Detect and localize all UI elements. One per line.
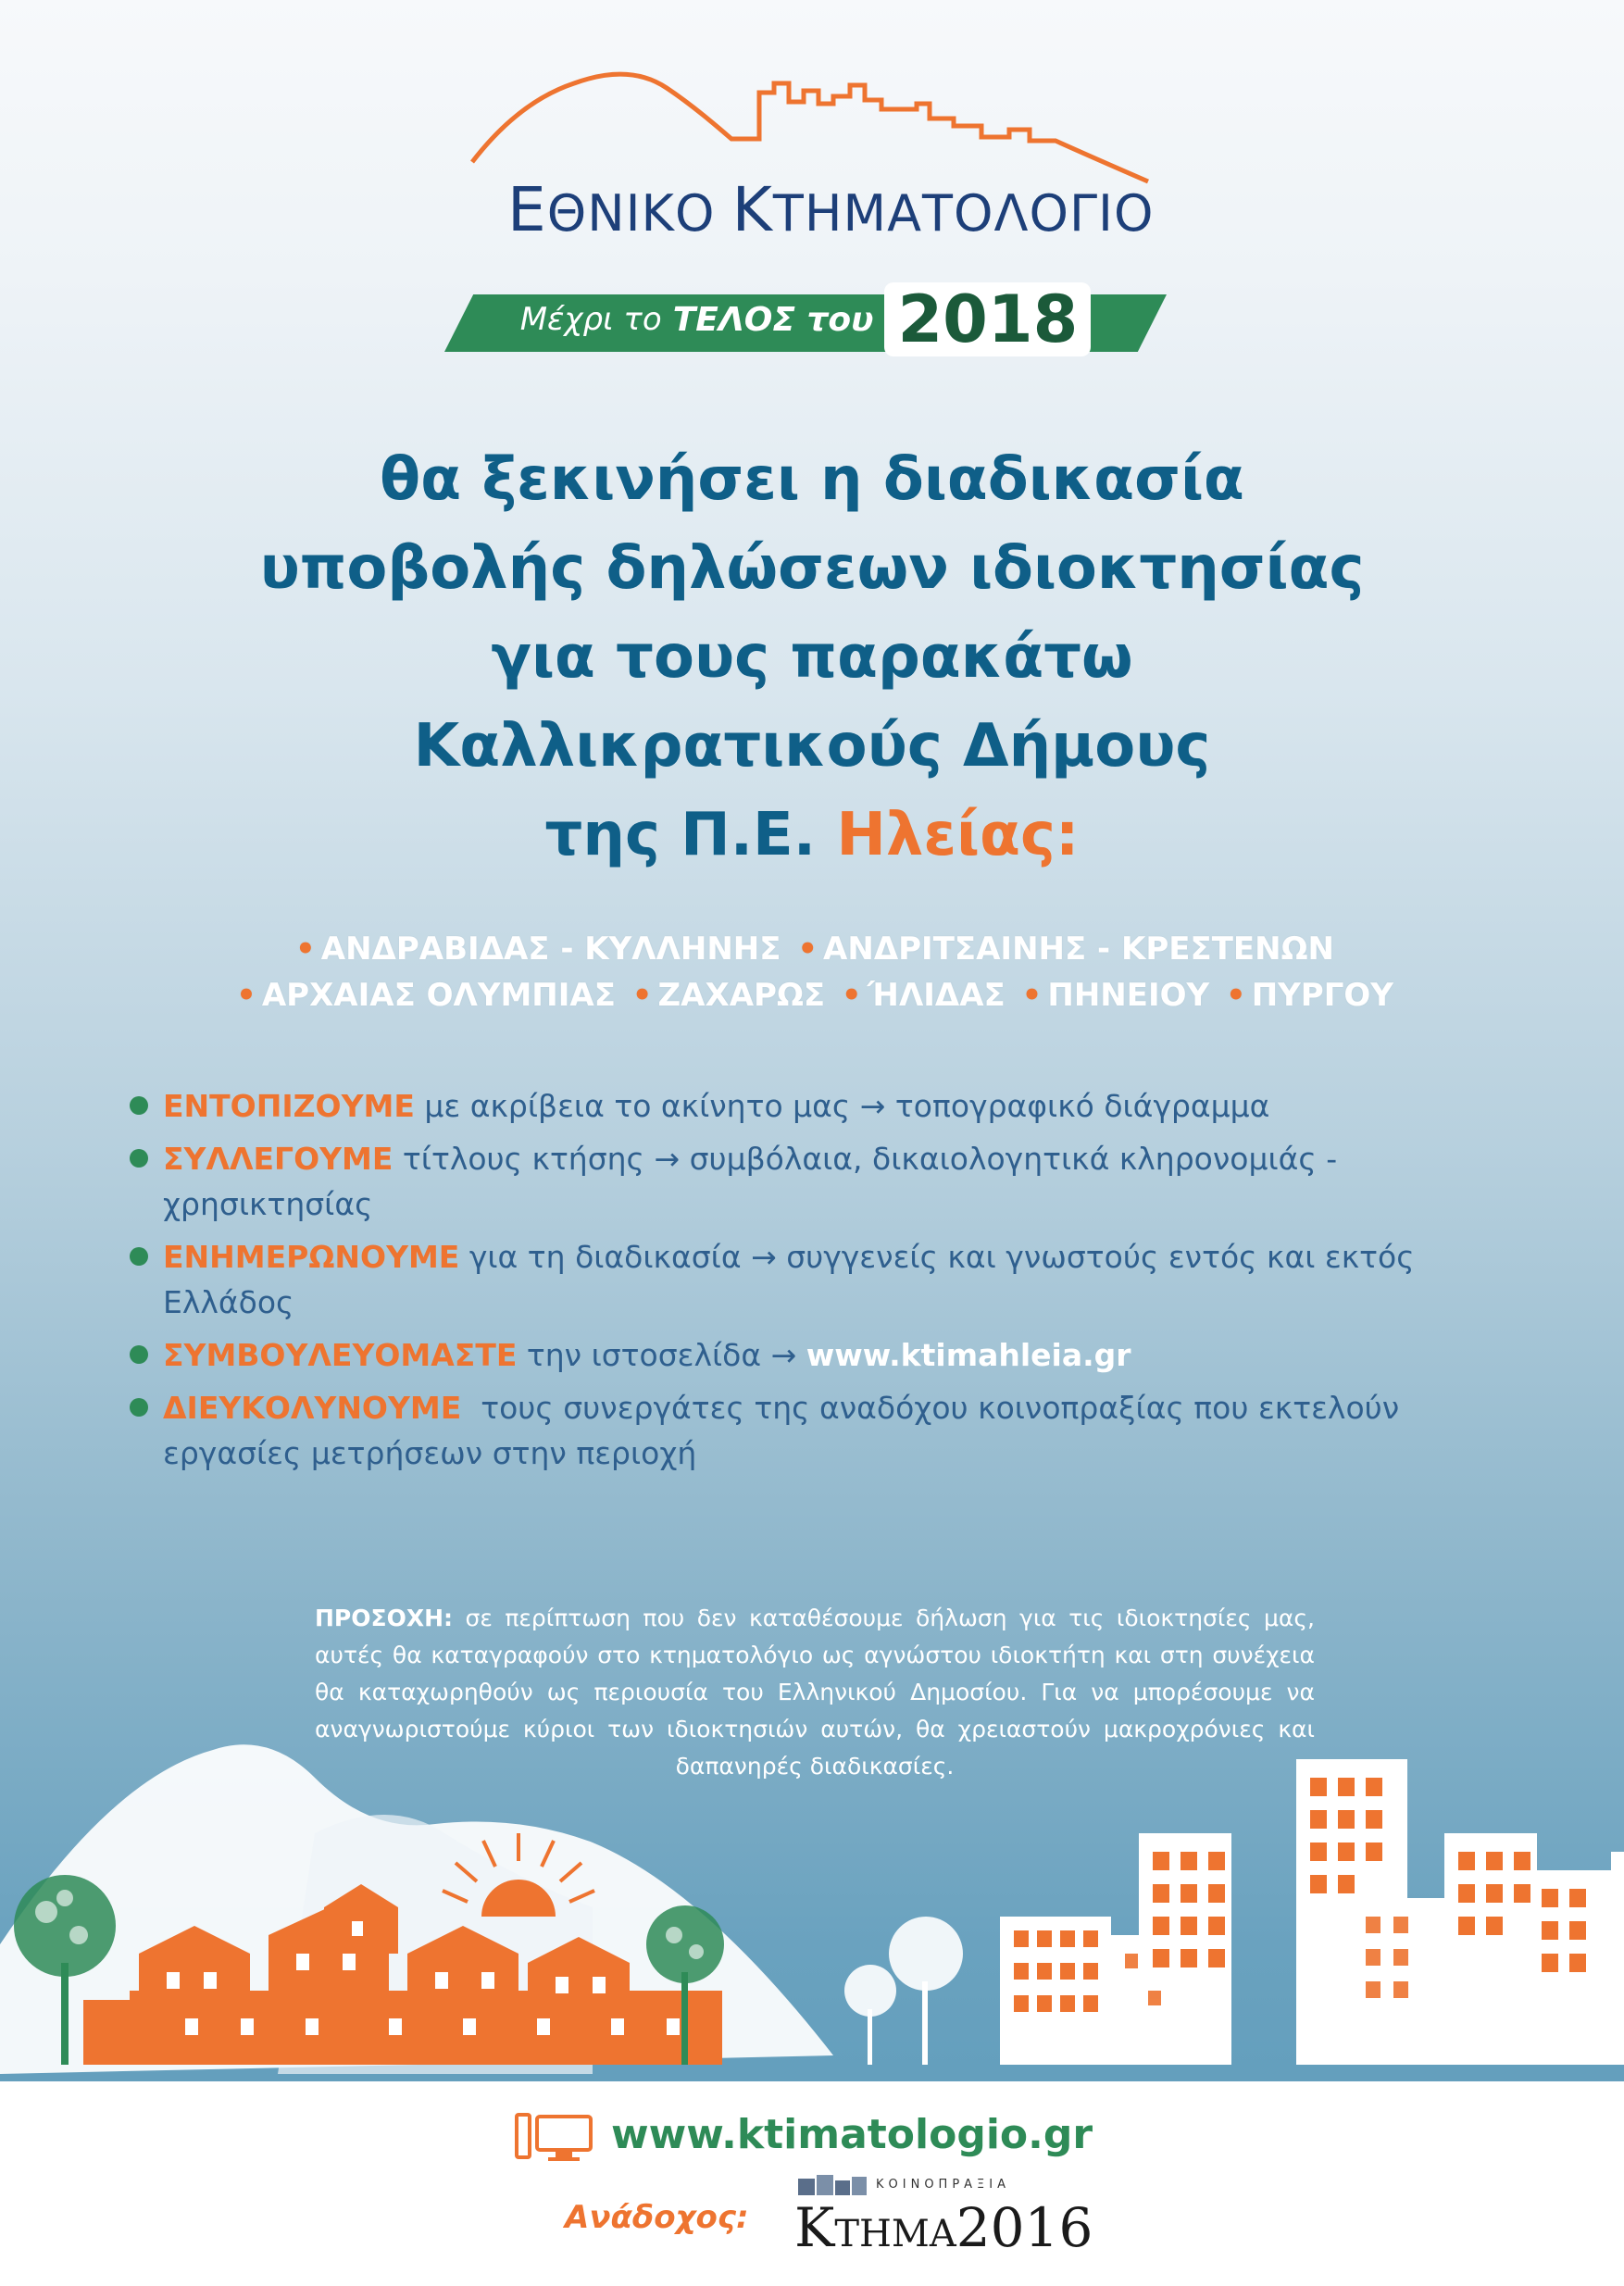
city-buildings <box>1000 1759 1624 2065</box>
footer-website-link[interactable]: www.ktimatologio.gr <box>611 2111 1093 2158</box>
headline-line-3: για τους παρακάτω <box>491 623 1133 692</box>
action-keyword: ΔΙΕΥΚΟΛΥΝΟΥΜΕ <box>163 1390 462 1426</box>
banner-prefix: Μέχρι το <box>519 301 662 338</box>
headline-line-5 <box>74 791 1550 880</box>
municipality: ΑΡΧΑΙΑΣ ΟΛΥΜΠΙΑΣ <box>261 977 616 1014</box>
green-bullet-icon <box>130 1247 148 1266</box>
warning-text: σε περίπτωση που δεν καταθέσουμε δήλωση για τις ιδιοκτησίες μας, αυτές θα καταγραφούν στο κτηματολόγιο ως αγνώστου ιδιοκτήτη και στη συνέχεια θα καταχωρηθούν ως περιουσία του Ελληνικού Δημοσίου. Για να μπορέσουμε να αναγνωριστούμε κύριοι των ιδιοκτησιών αυτών, θα χρειαστούν μακροχρόνιες και δαπανηρές διαδικασίες. <box>315 1605 1315 1780</box>
action-item <box>130 1385 1426 1476</box>
arrow-right-icon: → <box>859 1088 886 1124</box>
bullet-dot-icon: • <box>295 931 316 968</box>
headline-line-2: υποβολής δηλώσεων ιδιοκτησίας <box>259 534 1365 603</box>
logo-initial-2: Κ <box>731 174 773 245</box>
action-keyword: ΣΥΜΒΟΥΛΕΥΟΜΑΣΤΕ <box>163 1337 518 1373</box>
contractor-year: 2016 <box>956 2196 1093 2259</box>
municipality: ΠΗΝΕΙΟΥ <box>1047 977 1210 1014</box>
contractor-label: Ανάδοχος: <box>565 2199 749 2236</box>
logo-title <box>507 174 1155 245</box>
bullet-dot-icon: • <box>236 977 256 1014</box>
bullet-dot-icon: • <box>1225 977 1246 1014</box>
action-text: τίτλους κτήσης <box>402 1141 644 1177</box>
deadline-banner-text <box>444 278 1167 361</box>
bullet-dot-icon: • <box>1021 977 1043 1014</box>
arrow-right-icon: → <box>751 1239 777 1275</box>
banner-year: 2018 <box>884 282 1091 356</box>
bullet-dot-icon: • <box>841 977 862 1014</box>
action-result: συμβόλαια, δικαιολογητικά κληρονομιάς - χρησικτησίας <box>163 1141 1338 1222</box>
logo-word-1: ΘΝΙΚΟ <box>546 184 716 243</box>
municipality: ΑΝΔΡΑΒΙΔΑΣ - ΚΥΛΛΗΝΗΣ <box>320 931 781 968</box>
contractor-subtitle: ΚΟΙΝΟΠΡΑΞΙΑ <box>876 2178 1010 2192</box>
municipalities-list <box>56 926 1568 1018</box>
green-bullet-icon <box>130 1096 148 1115</box>
green-bullet-icon <box>130 1345 148 1364</box>
bullet-dot-icon: • <box>631 977 653 1014</box>
action-keyword: ΕΝΗΜΕΡΩΝΟΥΜΕ <box>163 1239 460 1275</box>
action-item <box>130 1136 1426 1227</box>
arrow-right-icon: → <box>770 1337 797 1373</box>
action-text: την ιστοσελίδα <box>526 1337 762 1373</box>
action-result: τοπογραφικό διάγραμμα <box>894 1088 1270 1124</box>
contractor-word: ΤΗΜΑ <box>834 2213 956 2255</box>
municipality: ΠΥΡΓΟΥ <box>1251 977 1393 1014</box>
municipalities-row-2 <box>56 972 1568 1018</box>
arrow-right-icon: → <box>654 1141 681 1177</box>
warning-label: ΠΡΟΣΟΧΗ: <box>315 1605 454 1631</box>
action-item <box>130 1332 1426 1378</box>
actions-list <box>130 1083 1426 1483</box>
computer-icon <box>515 2111 594 2163</box>
contractor-logo-graphic <box>796 2171 870 2199</box>
municipalities-row-1 <box>56 926 1568 972</box>
action-keyword: ΣΥΛΛΕΓΟΥΜΕ <box>163 1141 394 1177</box>
action-item <box>130 1083 1426 1129</box>
banner-emphasis: ΤΕΛΟΣ του <box>672 300 874 339</box>
action-result: συγγενείς και γνωστούς εντός και εκτός Ελλάδος <box>163 1239 1415 1320</box>
contractor-name <box>794 2196 1093 2259</box>
website-link[interactable]: www.ktimahleia.gr <box>806 1337 1131 1373</box>
action-keyword: ΕΝΤΟΠΙΖΟΥΜΕ <box>163 1088 415 1124</box>
action-text: με ακρίβεια το ακίνητο μας <box>424 1088 851 1124</box>
green-bullet-icon <box>130 1149 148 1168</box>
bullet-dot-icon: • <box>797 931 818 968</box>
municipality: ΑΝΔΡΙΤΣΑΙΝΗΣ - ΚΡΕΣΤΕΝΩΝ <box>823 931 1334 968</box>
tree-icon <box>844 1917 963 2065</box>
municipality: ΉΛΙΔΑΣ <box>867 977 1006 1014</box>
action-text: τους συνεργάτες της αναδόχου κοινοπραξίας που εκτελούν εργασίες μετρήσεων στην περιοχή <box>163 1390 1400 1471</box>
green-bullet-icon <box>130 1398 148 1417</box>
town-city-illustration <box>0 1555 1624 2092</box>
action-item <box>130 1234 1426 1325</box>
headline <box>74 435 1550 880</box>
logo-initial-1: Ε <box>507 174 547 245</box>
headline-line-4: Καλλικρατικούς Δήμους <box>413 712 1211 781</box>
contractor-initial: Κ <box>794 2196 835 2259</box>
municipality: ΖΑΧΑΡΩΣ <box>657 977 826 1014</box>
action-text: για τη διαδικασία <box>468 1239 742 1275</box>
headline-line-5-prefix: της Π.Ε. <box>544 801 817 869</box>
logo-word-2: ΤΗΜΑΤΟΛΟΓΙΟ <box>772 184 1155 243</box>
headline-region: Ηλείας: <box>836 801 1080 869</box>
headline-line-1: θα ξεκινήσει η διαδικασία <box>380 445 1244 514</box>
